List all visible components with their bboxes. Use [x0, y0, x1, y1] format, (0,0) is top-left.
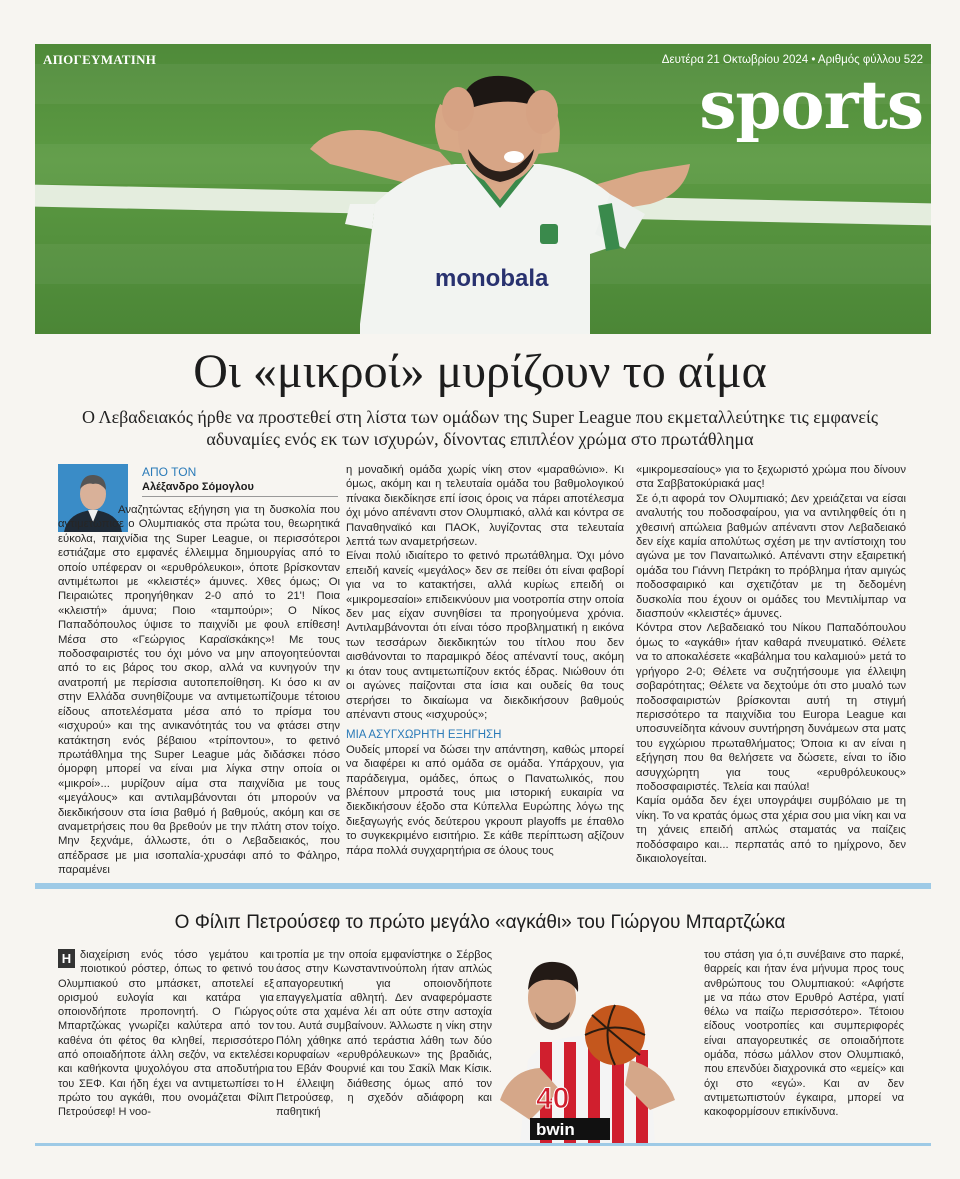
paragraph: τροπία με την οποία εμφανίστηκε ο Σέρβος άσος στην Κωνσταντινούπολη ήταν απλώς απαγορευτική για οποιονδήποτε επαγγελματία αθλητή. Δεν αναφερόμαστε ούτε στα χαμένα λέι απ ούτε στην αστοχία του. Αυτά συμβαίνουν. Άλλωστε η νίκη στην Πόλη χάθηκε από τεράστια λάθη των δύο κορυφαίων «ερυθρόλευκων» της βραδιάς, του Εβάν Φουρνιέ και του Σακίλ Μακ Κίσικ. Η έλλειψη διάθεσης όμως από τον Πετρούσεφ, η σχεδόν αδιάφορη και παθητική: [276, 949, 492, 1119]
article-subtitle: Ο Λεβαδειακός ήρθε να προστεθεί στη λίστα των ομάδων της Super League που εκμεταλλεύτηκε τις εμφανείς αδυναμίες ενός εκ των ισχυρών, δίνοντας επιπλέον χρώμα στο πρωτάθλημα: [82, 407, 878, 449]
article-column-2: [346, 463, 624, 858]
paragraph: Κόντρα στον Λεβαδειακό του Νίκου Παπαδόπουλου όμως το «αγκάθι» ήταν καθαρά πνευματικό. Θέλετε να το αποκαλέσετε «καβάλημα του καλαμιού» μετά το γρήγορο 2-0; Θέλετε να συζητήσουμε για έλλειψη σοβαρότητας; Θέλετε να δεχτούμε ότι στο μυαλό των ποδοσφαιριστών βρίσκονται αυτή τη στιγμή περισσότερο τα παιχνίδια του Europa League και υποσυνείδητα κάνουν συντήρηση δυνάμεων στα ματς του εγχώριου πρωταθλήματος; Όποια κι αν είναι η εξήγηση που θα θελήσετε να δώσετε, είναι το ίδιο ασυγχώρητη για τους «ερυθρόλευκους» ποδοσφαιριστές. Τελεία και παύλα!: [636, 622, 906, 793]
article-2-title: Ο Φίλιπ Πετρούσεφ το πρώτο μεγάλο «αγκάθι» του Γιώργου Μπαρτζώκα: [174, 912, 786, 933]
article-2-column-2: [276, 948, 492, 1120]
paragraph: Ουδείς μπορεί να δώσει την απάντηση, καθώς μπορεί να διαφέρει κι από ομάδα σε ομάδα. Υπάρχουν, για παράδειγμα, ομάδες, όπως ο Πανατωλικός, που βλέπουν μπροστά τους μια ιστορική ευκαιρία να διεκδικήσουν έξοδο στα Κύπελλα Ευρώπης λόγω της διεξαγωγής ενός δεύτερου γκρουπ playoffs με έπαθλο το συγκεκριμένο εισιτήριο. Σε κάθε περίπτωση αξίζουν πάρα πολλά συγχαρητήρια σε όλους τους: [346, 743, 624, 857]
page-title: Οι «μικροί» μυρίζουν το αίμα: [193, 345, 767, 398]
paragraph: του στάση για ό,τι συνέβαινε στο παρκέ, θαρρείς και ήταν ένα μήνυμα προς τους ανθρώπους του Ολυμπιακού: «Αφήστε με να πάω στον Ερυθρό Αστέρα, γιατί θέλω να παίζω περισσότερο». Τέτοιου είδους νοοτροπίες και συμπεριφορές είναι απαγορευτικές σε οποιαδήποτε ομάδα, πόσω μάλλον στον Ολυμπιακό, που επενδύει διαχρονικά στο «εμείς» και όχι στο «εγώ». Και αν δεν αντιμετωπιστούν έγκαιρα, μπορεί να κακοφορμίσουν επικίνδυνα.: [704, 949, 904, 1119]
jersey-sponsor: bwin: [536, 1120, 575, 1139]
basketball-player-illustration: [500, 950, 690, 1145]
paragraph: Είναι πολύ ιδιαίτερο το φετινό πρωτάθλημα. Όχι μόνο επειδή κανείς «μεγάλος» δεν σε πείθει ότι είναι φαβορί για να το κατακτήσει, αλλά κυρίως επειδή οι «μικρομεσαίοι» επιδεικνύουν μια νοοτροπία στην οποία δεν μας είχαν συνηθίσει τα προηγούμενα χρόνια. Αντιλαμβάνονται ότι είναι τόσο προβληματική η εικόνα των τεσσάρων διεκδικητών του τίτλου που δεν αισθάνονται το παραμικρό δέος απέναντί τους, ακόμη κι όταν τους αντιμετωπίζουν εκτός έδρας. Νιώθουν ότι οι αγώνες παίζονται στα ίσια και ουδείς θα τους στερήσει το δικαίωμα να διεκδικήσουν βαθμούς απέναντι στους «ισχυρούς»;: [346, 550, 624, 721]
paragraph: η μοναδική ομάδα χωρίς νίκη στον «μαραθώνιο». Κι όμως, ακόμη και η τελευταία ομάδα του βαθμολογικού πίνακα διεκδίκησε επί ίσοις όροις να πάρει αποτέλεσμα όχι μόνο απέναντι στον Ολυμπιακό, αλλά και κόντρα σε Παναθηναϊκό και ΠΑΟΚ, λυγίζοντας στα τελευταία λεπτά των αναμετρήσεων.: [346, 464, 624, 549]
article-column-1: [58, 503, 340, 878]
author-divider: [142, 496, 338, 497]
bottom-divider: [35, 1143, 931, 1146]
section-title: sports: [699, 66, 923, 144]
issue-info: Δευτέρα 21 Οκτωβρίου 2024 • Αριθμός φύλλου 522: [661, 54, 923, 66]
paragraph: Καμία ομάδα δεν έχει υπογράψει συμβόλαιο με τη νίκη. Το να κρατάς όμως στα χέρια σου μια νίκη και να τη χάνεις επειδή απλώς σταματάς να παίζεις ποδόσφαιρο και... περπατάς από το ημίχρονο, δεν δικαιολογείται.: [636, 795, 906, 865]
section-divider: [35, 883, 931, 889]
paragraph: «μικρομεσαίους» για το ξεχωριστό χρώμα που δίνουν στα Σαββατοκύριακά μας!: [636, 464, 906, 491]
paragraph: διαχείριση ενός τόσο γεμάτου και ποιοτικού ρόστερ, όπως το φετινό του Ολυμπιακού στο μπάσκετ, αποτελεί εξ ορισμού ευλογία και κατάρα για οποιονδήποτε προπονητή. Ο Γιώργος Μπαρτζώκας γνωρίζει καλύτερα από τον καθένα ότι φέτος θα κληθεί, περισσότερο από οποιαδήποτε άλλη σεζόν, να εκτελέσει και καθήκοντα ψυχολόγου στα αποδυτήρια του ΣΕΦ. Και ήδη έχει να αντιμετωπίσει το πρώτο του αγκάθι, που ονομάζεται Φίλιπ Πετρούσεφ! Η νοο-: [58, 949, 274, 1119]
section-subhead: ΜΙΑ ΑΣΥΓΧΩΡΗΤΗ ΕΞΗΓΗΣΗ: [346, 729, 502, 742]
paragraph: Αναζητώντας εξήγηση για τη δυσκολία που αντιμετώπισε ο Ολυμπιακός στα πρώτα του, θεωρητικά εύκολα, παιχνίδια της Super League, οι περισσότεροι εστιάζαμε στο εμφανές έλλειμμα δημιουργίας από το οποίο υπέφεραν οι «ερυθρόλευκοι», όποτε βρίσκονταν αντιμέτωποι με «κλειστές» άμυνες. Χθες όμως; Οι Πειραιώτες προηγήθηκαν 2-0 από το 21'! Ποια «κλειστή» άμυνα; Ποιο «ταμπούρι»; Ο Νίκος Παπαδόπουλος ύψισε το παιχνίδι με φουλ επίθεση! Μέσα στο «Γεώργιος Καραϊσκάκης»! Με τους ποδοσφαιριστές του όχι μόνο να μην απογοητεύονται από το εις βάρος του σκορ, αλλά να κυνηγούν την ανατροπή με περίσσια αυτοπεποίθηση. Κι όσο κι αν στην Ελλάδα συνηθίζουμε να αντιμετωπίζουμε τέτοιου είδους αποτελέσματα μέσα από το πρίσμα του «ισχυρού» και της ανικανότητάς του να φτάσει στην κατάκτηση ενός βέβαιου «τρίποντου», το φετινό πρωτάθλημα της Super League μάς διδάσκει πόσο όμορφη μπορεί να είναι μια λίγκα στην οποία οι «μικροί»... μυρίζουν αίμα στα παιχνίδια με τους «μεγάλους» και αντιλαμβάνονται ότι μπορούν να διεκδικήσουν στα ίσια βαθμό ή βαθμούς, ακόμη και σε αναμετρήσεις που θα βρεθούν με την πλάτη στον τοίχο. Μην ξεχνάμε, άλλωστε, ότι ο Λεβαδειακός, που απέδρασε με μια ισοπαλία-χρυσάφι από το Φάληρο, παραμένει: [58, 504, 340, 877]
author-label: ΑΠΟ ΤΟΝ: [142, 465, 197, 479]
article-2-column-3: [704, 948, 904, 1120]
jersey-number: 40: [536, 1082, 570, 1115]
article-column-3: [636, 463, 906, 866]
author-name: Αλέξανδρο Σόμογλου: [142, 481, 254, 493]
article-2-column-1: [58, 948, 274, 1120]
masthead: ΑΠΟΓΕΥΜΑΤΙΝΗ: [43, 52, 157, 67]
football-player-illustration: [290, 54, 710, 334]
hero-photo: [35, 44, 931, 334]
shirt-sponsor: monobala: [435, 265, 549, 292]
paragraph: Σε ό,τι αφορά τον Ολυμπιακό; Δεν χρειάζεται να είσαι αναλυτής του ποδοσφαίρου, για να αντιληφθείς ότι η χθεσινή απώλεια βαθμών απέναντι στον Λεβαδειακό δεν είχε καμία απολύτως σχέση με την αντίστοιχη του αγώνα με τον Παναιτωλικό. Απέναντι στην εξαιρετική ομάδα του Γιάννη Πετράκη το πρόβλημα ήταν αμιγώς ποδοσφαιρικό και σχετιζόταν με τη δεδομένη δυσκολία που έχουν οι ομάδες του Μεντιλίμπαρ να διασπούν «κλειστές» άμυνες.: [636, 492, 906, 621]
dropcap: Η: [58, 949, 75, 968]
